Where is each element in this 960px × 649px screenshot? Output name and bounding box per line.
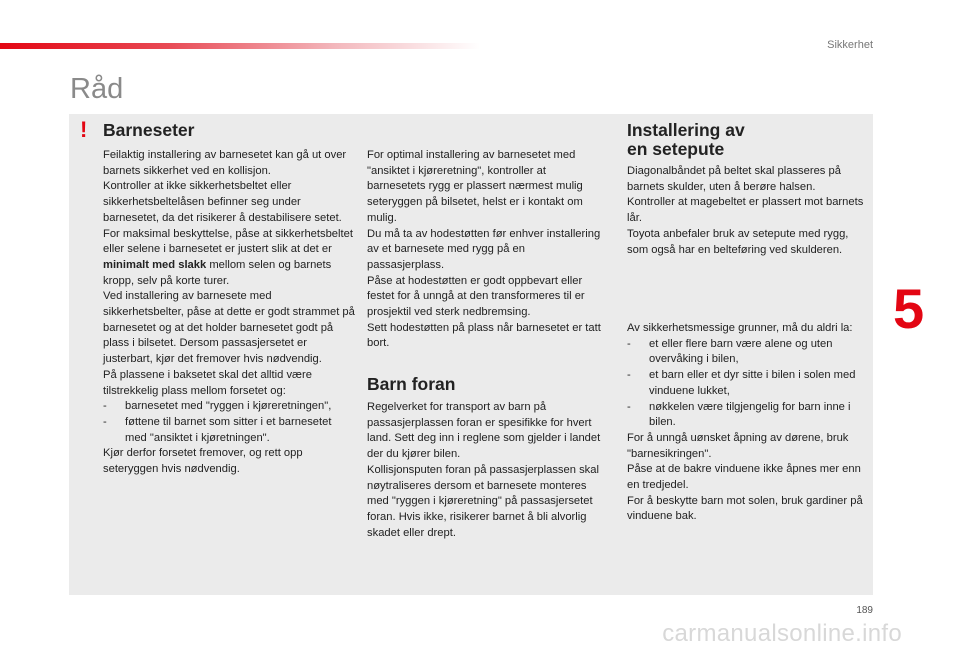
paragraph: Påse at de bakre vinduene ikke åpnes mer enn en tredjedel. bbox=[627, 463, 861, 492]
heading-line: en setepute bbox=[627, 139, 725, 159]
paragraph: Du må ta av hodestøtten før enhver installering av et barnesete med rygg på en passasjerplass. bbox=[367, 227, 601, 271]
list-item bbox=[103, 415, 355, 446]
page-title: Råd bbox=[70, 73, 124, 105]
column-3-text-bottom bbox=[627, 321, 869, 525]
paragraph: Feilaktig installering av barnesetet kan gå ut over barnets sikkerhet ved en kollisjon. bbox=[103, 149, 347, 177]
paragraph: For å unngå uønsket åpning av dørene, bruk "barnesikringen". bbox=[627, 431, 849, 460]
list-item-text: et eller flere barn være alene og uten overvåking i bilen, bbox=[649, 337, 833, 366]
column-1-text bbox=[103, 148, 355, 478]
paragraph: For optimal installering av barnesetet med "ansiktet i kjøreretning", kontroller at barnesetets rygg er plassert nærmest mulig seteryggen på bilsetet, helst er i kontakt om mulig. bbox=[367, 149, 583, 224]
list-item-text: føttene til barnet som sitter i et barnesetet med "ansiktet i kjøretningen". bbox=[125, 415, 332, 444]
list-item-text: barnesetet med "ryggen i kjøreretningen", bbox=[125, 400, 332, 413]
paragraph: Kontroller at magebeltet er plassert mot barnets lår. bbox=[627, 196, 864, 225]
paragraph: Påse at hodestøtten er godt oppbevart eller festet for å unngå at den transformeres til er prosjektil ved sterk nedbremsing. bbox=[367, 274, 585, 319]
text-span: mellom selen og barnets kropp, selv på korte turer. bbox=[103, 258, 332, 287]
list-item bbox=[627, 400, 869, 431]
page-number: 189 bbox=[856, 605, 873, 616]
chapter-number: 5 bbox=[893, 277, 925, 340]
paragraph: Kollisjonsputen foran på passasjerplassen skal nøytraliseres dersom et barnesete monteres med "ryggen i kjøreretning" på passasjersetet foran. Hvis ikke, risikerer barnet å bli alvorlig skadet eller drept. bbox=[367, 463, 599, 539]
list-item-text: nøkkelen være tilgjengelig for barn inne i bilen. bbox=[649, 400, 851, 429]
text-span: For maksimal beskyttelse, påse at sikkerhetsbeltet eller selene i barnesetet er justert slik at det er bbox=[103, 227, 353, 256]
paragraph: Regelverket for transport av barn på passasjerplassen foran er spesifikke for hvert land. Sett deg inn i reglene som gjelder i landet der du kjører bilen. bbox=[367, 401, 601, 461]
paragraph: Ved installering av barnesete med sikkerhetsbelter, påse at dette er godt strammet på barnesetet og at det holder barnesetet godt på plass i bilsetet. Dersom passasjersetet er justerbart, kjør det fremover hvis nødvendig. bbox=[103, 290, 355, 366]
heading-installering-setepute bbox=[627, 121, 745, 159]
paragraph: Av sikkerhetsmessige grunner, må du aldri la: bbox=[627, 322, 853, 334]
watermark: carmanualsonline.info bbox=[662, 620, 902, 647]
column-2-text-bottom bbox=[367, 400, 607, 541]
bullet-marker: - bbox=[103, 400, 107, 413]
bullet-marker: - bbox=[627, 337, 631, 350]
heading-line: Installering av bbox=[627, 120, 745, 140]
warning-icon: ! bbox=[80, 117, 88, 142]
column-3-text-top bbox=[627, 164, 867, 258]
column-2-text-top bbox=[367, 148, 605, 352]
bullet-marker: - bbox=[627, 369, 631, 382]
paragraph: Diagonalbåndet på beltet skal plasseres på barnets skulder, uten å berøre halsen. bbox=[627, 165, 841, 193]
paragraph: Sett hodestøtten på plass når barnesetet er tatt bort. bbox=[367, 321, 601, 350]
section-title: Sikkerhet bbox=[827, 39, 873, 51]
paragraph: Toyota anbefaler bruk av setepute med rygg, som også har en belteføring ved skulderen. bbox=[627, 227, 849, 256]
header-accent-bar bbox=[0, 43, 480, 49]
list-item-text: et barn eller et dyr sitte i bilen i solen med vinduene lukket, bbox=[649, 369, 856, 397]
paragraph: For å beskytte barn mot solen, bruk gardiner på vinduene bak. bbox=[627, 494, 863, 523]
list-item bbox=[627, 368, 869, 399]
heading-barn-foran: Barn foran bbox=[367, 374, 456, 394]
paragraph: Kjør derfor forsetet fremover, og rett opp seteryggen hvis nødvendig. bbox=[103, 447, 303, 476]
paragraph: På plassene i baksetet skal det alltid være tilstrekkelig plass mellom forsetet og: bbox=[103, 368, 312, 397]
bullet-marker: - bbox=[627, 400, 631, 413]
list-item bbox=[103, 399, 355, 415]
paragraph: Kontroller at ikke sikkerhetsbeltet eller sikkerhetsbeltelåsen befinner seg under barnesetet, da det risikerer å destabilisere setet. bbox=[103, 180, 342, 224]
emphasis-text: minimalt med slakk bbox=[103, 258, 207, 271]
list-item bbox=[627, 337, 869, 368]
bullet-marker: - bbox=[103, 415, 107, 428]
paragraph bbox=[103, 227, 355, 290]
heading-barneseter: Barneseter bbox=[103, 120, 195, 140]
